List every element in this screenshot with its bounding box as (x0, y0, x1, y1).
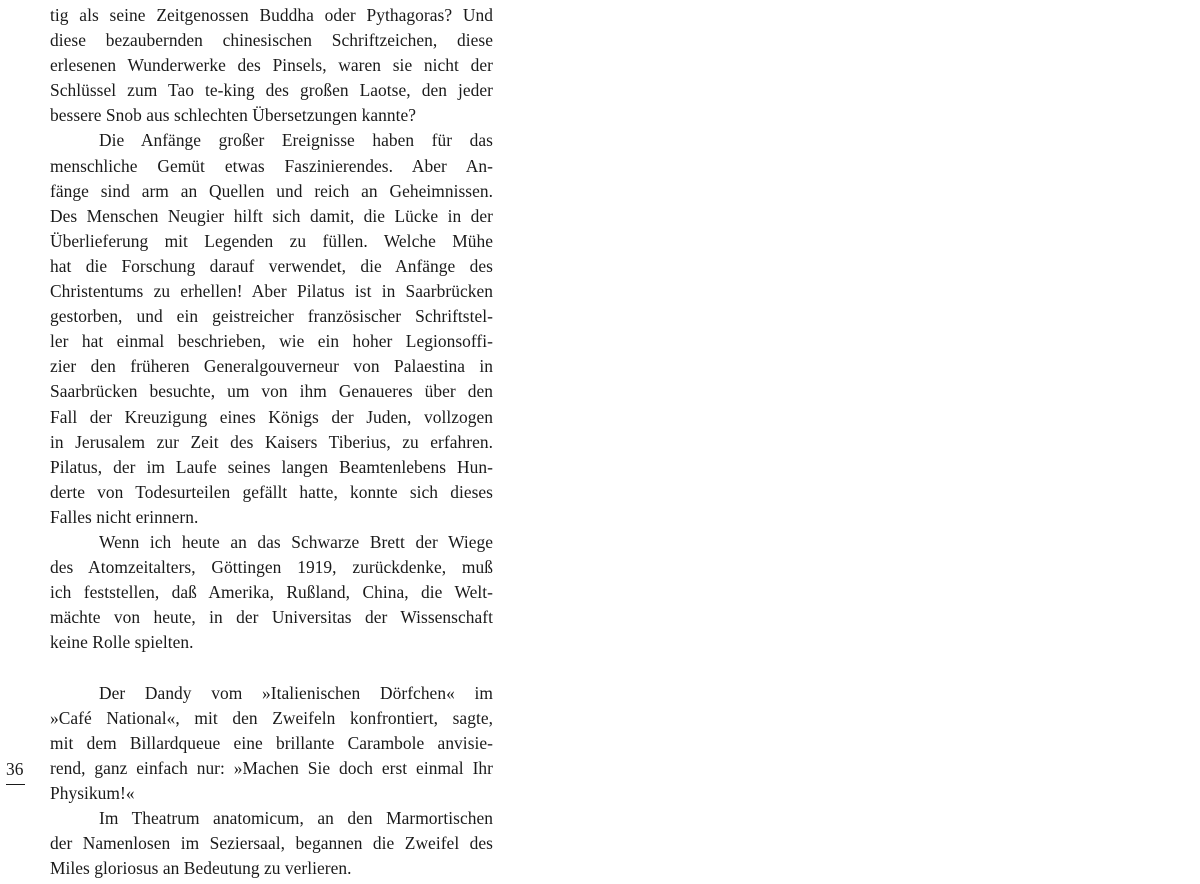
text-line: rend, ganz einfach nur: »Machen Sie doch erst einmal Ihr (50, 757, 493, 778)
text-line: hat die Forschung darauf verwendet, die Anfänge des (50, 255, 493, 276)
text-line: ich feststellen, daß Amerika, Rußland, China, die Welt- (50, 582, 493, 603)
text-line: mit dem Billardqueue eine brillante Carambole anvisie- (50, 732, 493, 753)
text-line: menschliche Gemüt etwas Faszinierendes. Aber An- (50, 155, 493, 176)
text-line: mächte von heute, in der Universitas der Wissenschaft (50, 607, 493, 628)
text-line: zier den früheren Generalgouverneur von Palaestina in (50, 356, 493, 377)
text-line: Schlüssel zum Tao te-king des großen Laotse, den jeder (50, 80, 493, 101)
text-line: Wenn ich heute an das Schwarze Brett der Wiege (99, 531, 493, 552)
body-text (50, 3, 493, 881)
text-line: des Atomzeitalters, Göttingen 1919, zurückdenke, muß (50, 557, 493, 578)
text-line: diese bezaubernden chinesischen Schriftzeichen, diese (50, 30, 493, 51)
text-line: Christentums zu erhellen! Aber Pilatus ist in Saarbrücken (50, 281, 493, 302)
text-line: Falles nicht erinnern. (50, 506, 199, 527)
text-line: in Jerusalem zur Zeit des Kaisers Tiberius, zu erfahren. (50, 431, 493, 452)
text-line: Saarbrücken besuchte, um von ihm Genaueres über den (50, 381, 493, 402)
text-line: gestorben, und ein geistreicher französischer Schriftstel- (50, 306, 493, 327)
text-line: »Café National«, mit den Zweifeln konfrontiert, sagte, (50, 707, 493, 728)
text-line: Im Theatrum anatomicum, an den Marmortischen (99, 808, 493, 828)
text-line: derte von Todesurteilen gefällt hatte, konnte sich dieses (50, 481, 493, 502)
text-line: Der Dandy vom »Italienischen Dörfchen« im (99, 682, 493, 703)
text-line: Miles gloriosus an Bedeutung zu verlieren. (50, 858, 352, 879)
text-line: tig als seine Zeitgenossen Buddha oder Pythagoras? Und (50, 5, 493, 25)
text-line: der Namenlosen im Seziersaal, begannen die Zweifel des (50, 833, 493, 854)
text-line: erlesenen Wunderwerke des Pinsels, waren sie nicht der (50, 55, 493, 76)
text-line: Pilatus, der im Laufe seines langen Beamtenlebens Hun- (50, 456, 493, 477)
page-number: 36 (6, 757, 25, 785)
text-line: Physikum!« (50, 782, 135, 803)
text-line: Überlieferung mit Legenden zu füllen. Welche Mühe (50, 230, 493, 251)
text-line: ler hat einmal beschrieben, wie ein hoher Legionsoffi- (50, 331, 493, 352)
text-line: fänge sind arm an Quellen und reich an Geheimnissen. (50, 180, 493, 201)
text-line: bessere Snob aus schlechten Übersetzungen kannte? (50, 105, 417, 126)
text-line: Fall der Kreuzigung eines Königs der Juden, vollzogen (50, 406, 493, 427)
text-line: Die Anfänge großer Ereignisse haben für das (99, 130, 493, 151)
text-line: Des Menschen Neugier hilft sich damit, die Lücke in der (50, 205, 493, 226)
paragraph-gap (50, 655, 493, 680)
text-line: keine Rolle spielten. (50, 632, 194, 653)
